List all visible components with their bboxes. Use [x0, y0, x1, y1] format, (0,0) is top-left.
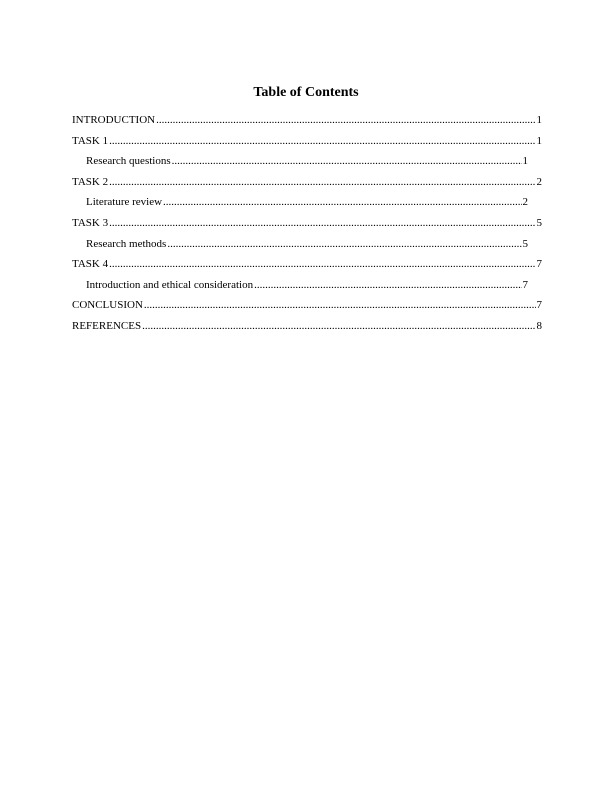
- toc-entry-page: 5: [536, 216, 542, 229]
- toc-entry-label: Research methods: [86, 237, 167, 250]
- toc-entry-page: 7: [536, 258, 542, 271]
- toc-dot-leader: [254, 278, 521, 292]
- toc-entry-page: 7: [536, 299, 542, 312]
- toc-list: [72, 113, 542, 340]
- toc-entry-research-methods[interactable]: [86, 237, 528, 258]
- toc-entry-introduction[interactable]: [72, 113, 542, 134]
- toc-dot-leader: [109, 216, 535, 230]
- toc-dot-leader: [109, 257, 535, 271]
- toc-dot-leader: [144, 298, 536, 312]
- toc-dot-leader: [142, 319, 535, 333]
- toc-entry-label: Introduction and ethical consideration: [86, 278, 254, 291]
- toc-entry-label: TASK 3: [72, 216, 109, 229]
- toc-entry-label: INTRODUCTION: [72, 114, 156, 126]
- toc-entry-label: CONCLUSION: [72, 299, 143, 312]
- toc-dot-leader: [156, 113, 535, 127]
- toc-dot-leader: [167, 237, 521, 251]
- toc-entry-conclusion[interactable]: [72, 298, 542, 319]
- toc-dot-leader: [163, 195, 521, 209]
- toc-dot-leader: [172, 154, 522, 168]
- toc-entry-label: TASK 1: [72, 134, 109, 147]
- toc-entry-label: TASK 2: [72, 175, 109, 188]
- toc-entry-page: 7: [522, 278, 528, 291]
- toc-entry-label: REFERENCES: [72, 319, 142, 332]
- toc-entry-page: 2: [522, 196, 528, 209]
- toc-entry-task-3[interactable]: [72, 216, 542, 237]
- toc-entry-task-2[interactable]: [72, 175, 542, 196]
- toc-title: Table of Contents: [253, 85, 359, 100]
- toc-entry-page: 2: [536, 175, 542, 188]
- toc-entry-page: 5: [522, 237, 528, 250]
- toc-entry-research-questions[interactable]: [86, 154, 528, 175]
- toc-dot-leader: [109, 134, 535, 148]
- toc-entry-page: 1: [522, 155, 528, 168]
- toc-entry-introduction-ethical-consideration[interactable]: [86, 278, 528, 299]
- toc-entry-page: 8: [536, 319, 542, 332]
- toc-entry-task-1[interactable]: [72, 134, 542, 155]
- toc-entry-task-4[interactable]: [72, 257, 542, 278]
- toc-entry-label: TASK 4: [72, 258, 109, 271]
- toc-entry-label: Research questions: [86, 155, 171, 168]
- toc-entry-label: Literature review: [86, 196, 163, 209]
- toc-entry-literature-review[interactable]: [86, 195, 528, 216]
- toc-dot-leader: [109, 175, 535, 189]
- toc-entry-page: 1: [536, 134, 542, 147]
- toc-entry-page: 1: [536, 114, 542, 126]
- toc-entry-references[interactable]: [72, 319, 542, 340]
